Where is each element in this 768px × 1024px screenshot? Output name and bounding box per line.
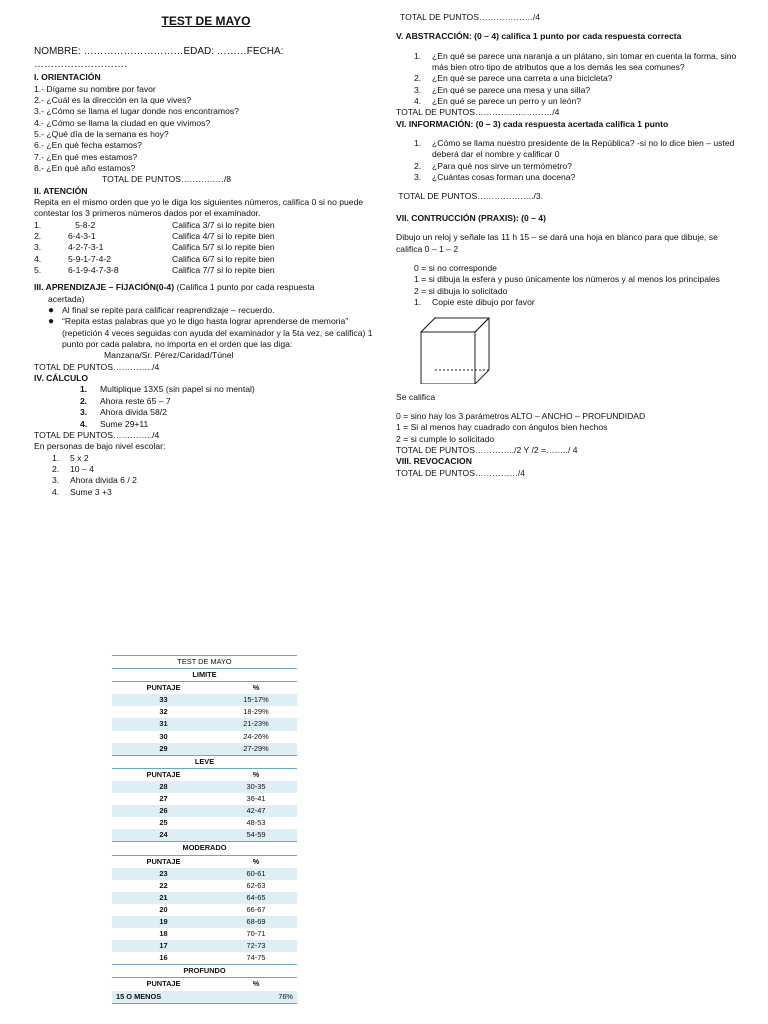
- se-califica-label: Se califica: [396, 391, 436, 402]
- score-rule: Califica 6/7 si lo repite bien: [172, 253, 275, 264]
- abstraccion-item: [396, 85, 742, 96]
- informacion-total: TOTAL DE PUNTOS………………../3.: [396, 191, 544, 202]
- item-number: 3.: [414, 84, 422, 95]
- aprendizaje-heading: [34, 282, 378, 293]
- calculo-item: [34, 419, 378, 430]
- table-title-row: [112, 656, 297, 669]
- table-cell: 64-65: [215, 892, 297, 904]
- item-text: Ahora divida 6 / 2: [70, 475, 137, 486]
- score-rule: Califica 7/7 si lo repite bien: [172, 265, 275, 276]
- bullet-text: Al final se repite para calificar reaprendizaje – recuerdo.: [62, 305, 275, 316]
- informacion-item: [396, 161, 742, 172]
- item-number: 3.: [52, 475, 60, 486]
- item-text: Copie este dibujo por favor: [432, 296, 535, 307]
- aprendizaje-words: Manzana/Sr. Pérez/Caridad/Túnel: [104, 350, 234, 361]
- orientacion-item: 5.- ¿Qué día de la semana es hoy?: [34, 128, 169, 139]
- table-row: [112, 916, 297, 928]
- row-number: 5.: [34, 265, 42, 276]
- item-text: ¿En qué se parece una carreta a una bicicleta?: [432, 73, 613, 84]
- copy-instruction: [396, 297, 742, 308]
- band-row: [112, 669, 297, 682]
- item-text: Ahora reste 65 – 7: [100, 395, 171, 406]
- atencion-row: [34, 231, 378, 242]
- calculo-item: [34, 407, 378, 418]
- informacion-item: [396, 138, 742, 161]
- table-row: [112, 743, 297, 756]
- row-number: 2.: [34, 231, 42, 242]
- table-cell: 42-47: [215, 805, 297, 817]
- orientacion-item: 7.- ¿En qué mes estamos?: [34, 151, 138, 162]
- table-row: [112, 952, 297, 965]
- number-sequence: 4-2-7-3-1: [68, 242, 104, 253]
- table-row: [112, 829, 297, 842]
- number-sequence: 6-4-3-1: [68, 231, 96, 242]
- number-sequence: 5-8-2: [68, 219, 96, 230]
- table-row: [112, 880, 297, 892]
- bajo-nivel-item: [34, 475, 378, 486]
- col-header: %: [252, 856, 260, 866]
- abstraccion-item: [396, 96, 742, 107]
- table-row: [112, 718, 297, 730]
- praxis-score: 1 = si dibuja la esfera y puso únicamente los números y al menos los principales: [414, 274, 720, 285]
- item-text: ¿Cuántas cosas forman una docena?: [432, 172, 576, 183]
- table-row: [112, 928, 297, 940]
- item-number: 2.: [80, 395, 88, 406]
- col-header: PUNTAJE: [146, 979, 181, 989]
- table-row: [112, 793, 297, 805]
- number-sequence: 5-9-1-7-4-2: [68, 253, 111, 264]
- right-column: [396, 12, 742, 479]
- row-number: 3.: [34, 242, 42, 253]
- table-cell: 15 O MENOS: [112, 991, 215, 1004]
- praxis-criterion: 0 = sino hay los 3 parámetros ALTO – ANCHO – PROFUNDIDAD: [396, 410, 646, 421]
- table-cell: 72-73: [215, 940, 297, 952]
- band-row: [112, 965, 297, 978]
- col-header: PUNTAJE: [146, 856, 181, 866]
- atencion-row: [34, 254, 378, 265]
- item-number: 4.: [52, 486, 60, 497]
- table-row: [112, 940, 297, 952]
- table-cell: 29: [112, 743, 215, 756]
- table-row: [112, 868, 297, 880]
- table-header-row: [112, 768, 297, 781]
- table-cell: 18: [159, 929, 168, 939]
- praxis-heading: VII. CONTRUCCIÓN (PRAXIS): (0 – 4): [396, 212, 546, 223]
- abstraccion-heading: V. ABSTRACCIÓN: (0 – 4) califica 1 punto por cada respuesta correcta: [396, 31, 682, 42]
- item-text: ¿En qué se parece una naranja a un plátano, sin tomar en cuenta la forma, sino más bien otro tipo de atributos que a los demás les sea comunes?: [432, 50, 737, 73]
- abstraccion-item: [396, 51, 742, 74]
- band-row: [112, 842, 297, 855]
- bajo-nivel-item: [34, 464, 378, 475]
- item-number: 1.: [80, 384, 88, 395]
- item-number: 2.: [414, 160, 422, 171]
- col-header: %: [252, 979, 260, 989]
- score-rule: Califica 5/7 si lo repite bien: [172, 242, 275, 253]
- atencion-total-top: TOTAL DE PUNTOS………………./4: [400, 12, 541, 22]
- atencion-row: [34, 220, 378, 231]
- table-row: [112, 991, 297, 1004]
- table-cell: 30-35: [215, 781, 297, 793]
- bullet-item: [34, 316, 378, 350]
- table-cell: 27: [159, 794, 168, 804]
- table-cell: 74-75: [246, 953, 266, 963]
- praxis-criterion: 2 = si cumple lo solicitado: [396, 433, 495, 444]
- item-number: 1.: [414, 296, 422, 307]
- table-header-row: [112, 978, 297, 991]
- bajo-nivel-item: [34, 487, 378, 498]
- table-cell: 21-23%: [215, 718, 297, 730]
- col-header: PUNTAJE: [146, 683, 181, 693]
- page-title: TEST DE MAYO: [161, 14, 251, 28]
- table-header-row: [112, 855, 297, 868]
- col-header: %: [252, 683, 260, 693]
- atencion-row: [34, 242, 378, 253]
- table-cell: 76%: [215, 991, 297, 1004]
- calculo-item: [34, 396, 378, 407]
- table-row: [112, 805, 297, 817]
- praxis-criterion: 1 = Si al menos hay cuadrado con ángulos bien hechos: [396, 422, 608, 433]
- band-label: LIMITE: [112, 669, 297, 682]
- col-header: PUNTAJE: [146, 769, 181, 779]
- revocacion-heading: VIII. REVOCACION: [396, 456, 472, 467]
- table-cell: 17: [112, 940, 215, 952]
- abstraccion-total: TOTAL DE PUNTOS………………………/4: [396, 107, 560, 118]
- aprendizaje-heading-rest: (Califica 1 punto por cada respuesta: [174, 282, 315, 293]
- orientacion-item: 8.- ¿En qué año estamos?: [34, 162, 136, 173]
- bajo-nivel-label: En personas de bajo nivel escolar:: [34, 441, 166, 452]
- table-header-row: [112, 682, 297, 695]
- table-cell: 16: [159, 953, 168, 963]
- row-number: 1.: [34, 219, 42, 230]
- item-number: 3.: [414, 172, 422, 183]
- table-cell: 32: [159, 707, 168, 717]
- table-cell: 18-29%: [243, 707, 269, 717]
- item-number: 4.: [80, 418, 88, 429]
- item-number: 2.: [414, 73, 422, 84]
- aprendizaje-total: TOTAL DE PUNTOS…………../4: [34, 361, 160, 372]
- table-cell: 28: [112, 781, 215, 793]
- item-text: ¿Cómo se llama nuestro presidente de la República? -si no lo dice bien – usted deberá dar el nombre y calificar 0: [432, 138, 735, 160]
- item-text: ¿En qué se parece una mesa y una silla?: [432, 84, 591, 95]
- praxis-score: 2 = si dibuja lo solicitado: [414, 285, 508, 296]
- table-row: [112, 706, 297, 718]
- table-cell: 20: [159, 904, 168, 914]
- item-text: 5 x 2: [70, 452, 89, 463]
- band-row: [112, 755, 297, 768]
- orientacion-item: 1.- Dígame su nombre por favor: [34, 83, 156, 94]
- item-number: 2.: [52, 463, 60, 474]
- row-number: 4.: [34, 253, 42, 264]
- table-cell: 15-17%: [215, 694, 297, 706]
- table-title: TEST DE MAYO: [112, 656, 297, 669]
- item-text: Sume 3 +3: [70, 486, 112, 497]
- atencion-intro: Repita en el mismo orden que yo le diga los siguientes números, califica 0 si no puede contestar los 3 primeros números dados por el examinador.: [34, 196, 364, 219]
- informacion-item: [396, 172, 742, 183]
- table-cell: 68-69: [215, 916, 297, 928]
- table-cell: 60-61: [215, 868, 297, 880]
- orientacion-item: 2.- ¿Cuál es la dirección en la que vives?: [34, 94, 192, 105]
- col-header: %: [252, 769, 260, 779]
- nombre-edad-fecha-line: NOMBRE: …………………………EDAD: ………FECHA: ……………………….: [34, 45, 284, 71]
- table-cell: 62-63: [246, 880, 266, 890]
- bullet-icon: ●: [48, 305, 55, 317]
- item-text: Multiplique 13X5 (sin papel si no mental): [100, 384, 255, 395]
- score-rule: Califica 3/7 si lo repite bien: [172, 219, 275, 230]
- table-row: [112, 892, 297, 904]
- table-cell: 24-26%: [243, 731, 269, 741]
- praxis-score: 0 = si no corresponde: [414, 262, 497, 273]
- bullet-text: “Repita estas palabras que yo le digo hasta lograr aprenderse de memoria” (repetición 4 veces seguidas con ayuda del examinador y la 5ta vez, se califica) 1 punto por cada palabra, no importa en el orden que las diga:: [62, 316, 373, 350]
- table-row: [112, 904, 297, 916]
- table-cell: 24: [112, 829, 215, 842]
- orientacion-item: 4.- ¿Cómo se llama la ciudad en que vivimos?: [34, 117, 211, 128]
- informacion-heading: VI. INFORMACIÓN: (0 – 3) cada respuesta acertada califica 1 punto: [396, 118, 669, 129]
- table-row: [112, 731, 297, 743]
- table-cell: 48-53: [246, 818, 266, 828]
- bajo-nivel-item: [34, 453, 378, 464]
- calculo-item: [34, 384, 378, 395]
- table-row: [112, 781, 297, 793]
- table-cell: 22: [159, 880, 168, 890]
- band-label: MODERADO: [112, 842, 297, 855]
- band-label: PROFUNDO: [112, 965, 297, 978]
- table-cell: 70-71: [246, 929, 266, 939]
- atencion-heading: II. ATENCIÓN: [34, 185, 88, 196]
- band-label: LEVE: [112, 755, 297, 768]
- praxis-total: TOTAL DE PUNTOS…………../2 Y /2 =……../ 4: [396, 444, 578, 455]
- atencion-row: [34, 265, 378, 276]
- table-row: [112, 817, 297, 829]
- orientacion-item: 6.- ¿En qué fecha estamos?: [34, 140, 142, 151]
- item-text: ¿Para qué nos sirve un termómetro?: [432, 160, 572, 171]
- item-number: 1.: [414, 138, 422, 149]
- left-column: [34, 0, 378, 498]
- table-cell: 33: [112, 694, 215, 706]
- table-cell: 26: [112, 805, 215, 817]
- item-text: Ahora divida 58/2: [100, 407, 167, 418]
- table-cell: 54-59: [215, 829, 297, 842]
- calculo-total: TOTAL DE PUNTOS…………../4: [34, 429, 160, 440]
- item-number: 4.: [414, 96, 422, 107]
- calculo-heading: IV. CÁLCULO: [34, 373, 89, 384]
- bullet-icon: ●: [48, 316, 55, 328]
- table-cell: 36-41: [246, 794, 266, 804]
- cube-drawing: [418, 314, 498, 384]
- item-number: 3.: [80, 407, 88, 418]
- item-text: 10 – 4: [70, 463, 94, 474]
- table-cell: 27-29%: [215, 743, 297, 756]
- table-cell: 23: [112, 868, 215, 880]
- table-cell: 19: [112, 916, 215, 928]
- revocacion-total: TOTAL DE PUNTOS……………/4: [396, 467, 526, 478]
- item-text: ¿En qué se parece un perro y un león?: [432, 96, 582, 107]
- aprendizaje-heading-bold: III. APRENDIZAJE – FIJACIÓN(0-4): [34, 282, 175, 293]
- abstraccion-item: [396, 73, 742, 84]
- table-cell: 66-67: [246, 904, 266, 914]
- score-table: [112, 655, 297, 1004]
- orientacion-heading: I. ORIENTACIÓN: [34, 72, 101, 83]
- bullet-item: [34, 305, 378, 316]
- item-number: 1.: [414, 50, 422, 61]
- table-cell: 21: [112, 892, 215, 904]
- item-text: Sume 29+11: [100, 418, 149, 429]
- praxis-intro: Dibujo un reloj y señale las 11 h 15 – se dará una hoja en blanco para que dibuje, se califica 0 – 1 – 2: [396, 232, 718, 254]
- orientacion-item: 3.- ¿Cómo se llama el lugar donde nos encontramos?: [34, 106, 239, 117]
- table-cell: 31: [112, 718, 215, 730]
- orientacion-total: TOTAL DE PUNTOS……………/8: [102, 174, 232, 185]
- table-cell: 25: [159, 818, 168, 828]
- table-row: [112, 694, 297, 706]
- aprendizaje-heading-cont: acertada): [48, 293, 85, 304]
- number-sequence: 6-1-9-4-7-3-8: [68, 265, 119, 276]
- table-cell: 30: [159, 731, 168, 741]
- item-number: 1.: [52, 452, 60, 463]
- score-rule: Califica 4/7 si lo repite bien: [172, 231, 275, 242]
